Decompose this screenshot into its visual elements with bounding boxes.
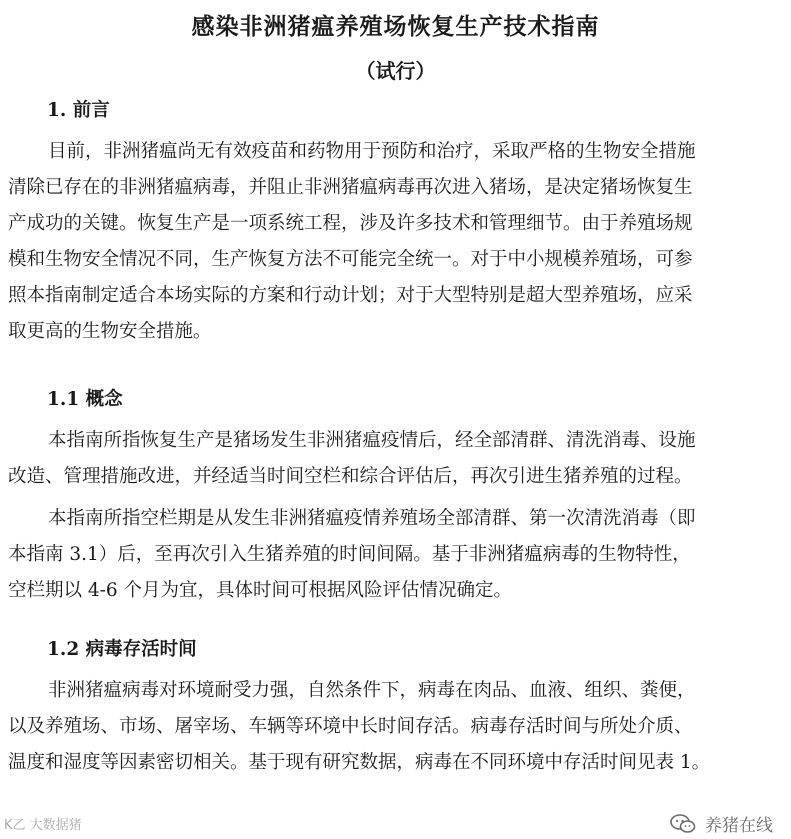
section-heading-virus-survival: 1.2 病毒存活时间 [47, 639, 197, 660]
document-subtitle: （试行） [355, 59, 436, 83]
watermark-right-label: 养猪在线 [705, 816, 773, 836]
paragraph-line: 取更高的生物安全措施。 [8, 321, 212, 342]
watermark-left [4, 814, 82, 833]
watermark-right [670, 811, 773, 839]
paragraph-line: 空栏期以 4-6 个月为宜，具体时间可根据风险评估情况确定。 [8, 580, 513, 601]
paragraph-line: 清除已存在的非洲猪瘟病毒，并阻止非洲猪瘟病毒再次进入猪场，是决定猪场恢复生 [8, 177, 693, 198]
section-heading-concept: 1.1 概念 [47, 389, 123, 410]
document-title: 感染非洲猪瘟养殖场恢复生产技术指南 [191, 13, 600, 40]
paragraph-line: 产成功的关键。恢复生产是一项系统工程，涉及许多技术和管理细节。由于养殖场规 [8, 213, 693, 234]
watermark-left-label: K乙 大数据猪 [4, 818, 82, 833]
paragraph-line: 温度和湿度等因素密切相关。基于现有研究数据，病毒在不同环境中存活时间见表 1。 [8, 752, 711, 773]
section-heading-preface: 1. 前言 [47, 100, 110, 121]
paragraph-line: 目前，非洲猪瘟尚无有效疫苗和药物用于预防和治疗，采取严格的生物安全措施 [48, 141, 696, 162]
paragraph-line: 以及养殖场、市场、屠宰场、车辆等环境中长时间存活。病毒存活时间与所处介质、 [8, 716, 693, 737]
paragraph-line: 本指南 3.1）后，至再次引入生猪养殖的时间间隔。基于非洲猪瘟病毒的生物特性， [8, 544, 691, 565]
paragraph-line: 照本指南制定适合本场实际的方案和行动计划；对于大型特别是超大型养殖场，应采 [8, 285, 693, 306]
wechat-icon [670, 814, 696, 839]
paragraph-line: 本指南所指恢复生产是猪场发生非洲猪瘟疫情后，经全部清群、清洗消毒、设施 [48, 430, 696, 451]
paragraph-line: 本指南所指空栏期是从发生非洲猪瘟疫情养殖场全部清群、第一次清洗消毒（即 [48, 508, 696, 529]
paragraph-line: 非洲猪瘟病毒对环境耐受力强，自然条件下，病毒在肉品、血液、组织、粪便， [48, 680, 696, 701]
paragraph-line: 模和生物安全情况不同，生产恢复方法不可能完全统一。对于中小规模养殖场，可参 [8, 249, 693, 270]
paragraph-line: 改造、管理措施改进，并经适当时间空栏和综合评估后，再次引进生猪养殖的过程。 [8, 466, 693, 487]
